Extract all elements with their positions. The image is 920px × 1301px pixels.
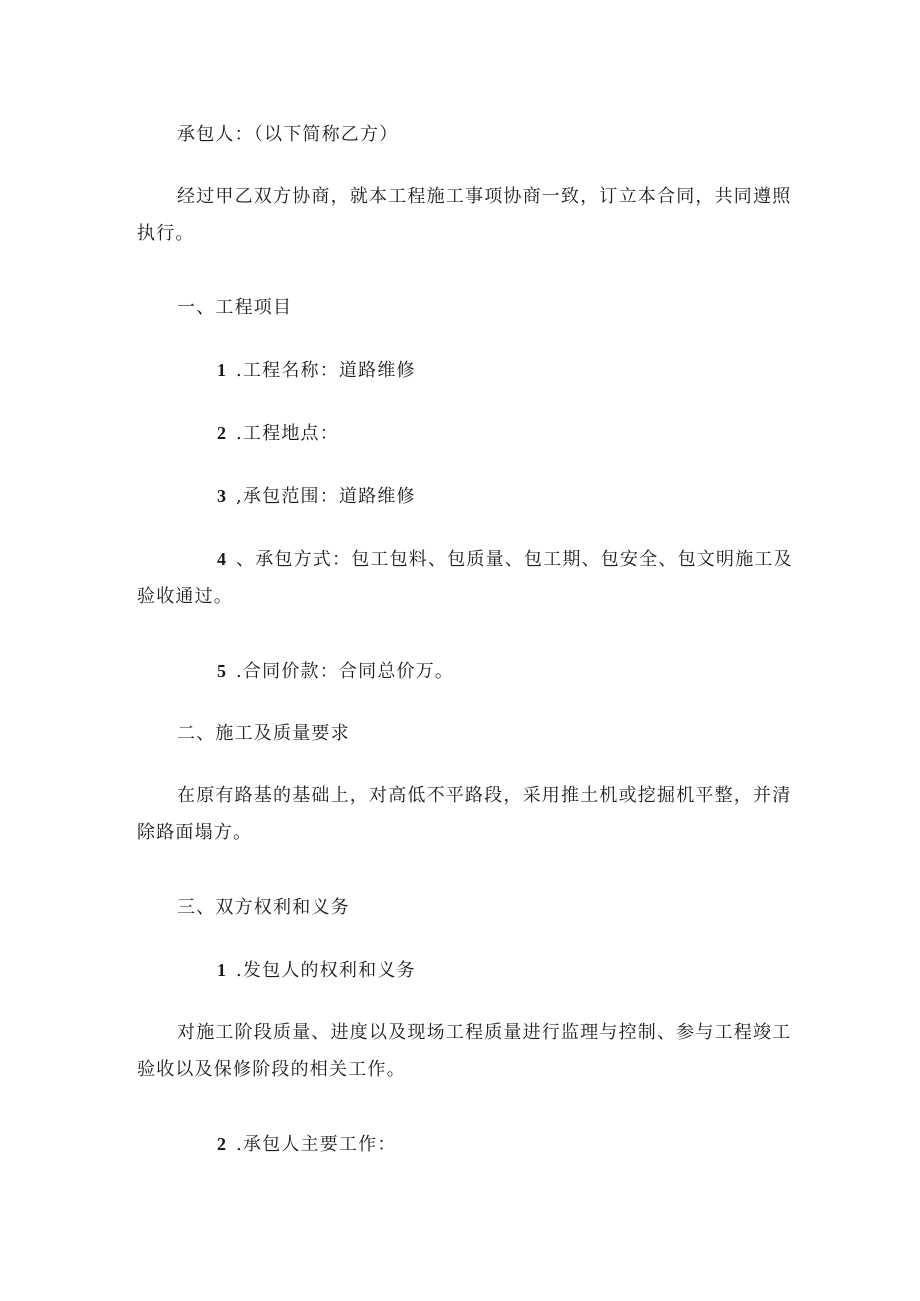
paragraph-text: 在原有路基的基础上，对高低不平路段，采用推土机或挖掘机平整，并清除路面塌方。: [137, 785, 792, 843]
item-text: .承包人主要工作：: [236, 1134, 397, 1155]
item-number: 1: [217, 360, 226, 380]
item-number: 2: [217, 423, 226, 443]
heading-text: 一、工程项目: [177, 297, 293, 318]
item-text: ,承包范围：道路维修: [236, 486, 416, 507]
item-text: .合同价款：合同总价万。: [236, 661, 455, 682]
item-contract-price: [137, 653, 797, 690]
item-text: .发包人的权利和义务: [236, 960, 416, 981]
item-number: 4: [217, 549, 226, 569]
item-number: 2: [217, 1134, 226, 1154]
item-text: 、承包方式：包工包料、包质量、包工期、包安全、包文明施工及验收通过。: [137, 549, 793, 607]
paragraph-contractor: [137, 116, 797, 153]
paragraph-employer-duties: [137, 1014, 797, 1088]
paragraph-text: 经过甲乙双方协商，就本工程施工事项协商一致，订立本合同，共同遵照执行。: [137, 186, 792, 244]
item-employer-rights: [137, 952, 797, 989]
item-text: .工程名称：道路维修: [236, 360, 416, 381]
paragraph-preamble: [137, 178, 797, 252]
item-contract-method: [137, 541, 797, 615]
item-project-name: [137, 352, 797, 389]
paragraph-text: 对施工阶段质量、进度以及现场工程质量进行监理与控制、参与工程竣工验收以及保修阶段的相关工作。: [137, 1022, 792, 1080]
section-heading-quality: [137, 715, 797, 752]
item-contractor-work: [137, 1126, 797, 1163]
item-number: 3: [217, 486, 226, 506]
heading-text: 二、施工及质量要求: [177, 723, 350, 744]
item-number: 5: [217, 661, 226, 681]
item-number: 1: [217, 960, 226, 980]
section-heading-project: [137, 289, 797, 326]
paragraph-quality-requirements: [137, 777, 797, 851]
paragraph-text: 承包人：（以下简称乙方）: [177, 124, 399, 145]
section-heading-rights: [137, 889, 797, 926]
item-text: .工程地点：: [236, 423, 339, 444]
item-contract-scope: [137, 478, 797, 515]
item-project-location: [137, 415, 797, 452]
heading-text: 三、双方权利和义务: [177, 897, 350, 918]
